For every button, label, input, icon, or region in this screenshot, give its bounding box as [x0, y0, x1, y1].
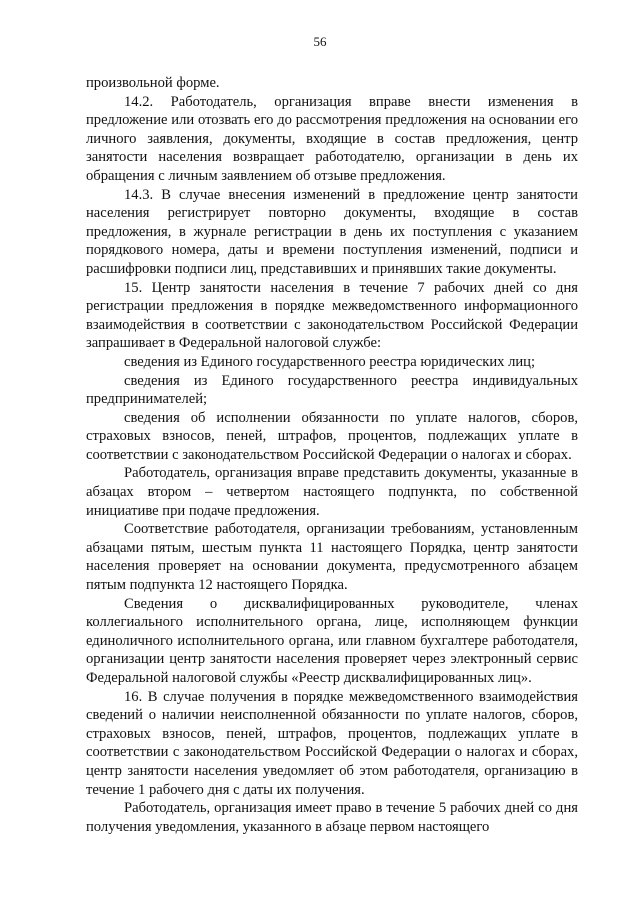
paragraph: Сведения о дисквалифицированных руководителе, членах коллегиального исполнительного органа, лице, исполняющем функции единоличного исполнительного органа, или главном бухгалтере работодателя, организации центр занятости населения проверяет через электронный сервис Федеральной налоговой службы «Реестр дисквалифицированных лиц».	[86, 595, 578, 686]
paragraph: 14.2. Работодатель, организация вправе внести изменения в предложение или отозвать его до рассмотрения предложения на основании его личного заявления, документы, входящие в состав предложения, центр занятости населения возвращает работодателю, организации в день их обращения с личным заявлением об отзыве предложения.	[86, 93, 578, 184]
paragraph: сведения об исполнении обязанности по уплате налогов, сборов, страховых взносов, пеней, штрафов, процентов, подлежащих уплате в соответствии с законодательством Российской Федерации о налогах и сборах.	[86, 409, 578, 463]
paragraph: 15. Центр занятости населения в течение 7 рабочих дней со дня регистрации предложения в порядке межведомственного информационного взаимодействия в соответствии с законодательством Российской Федерации запрашивает в Федеральной налоговой службе:	[86, 279, 578, 352]
paragraph: произвольной форме.	[86, 75, 220, 91]
paragraph: Работодатель, организация имеет право в течение 5 рабочих дней со дня получения уведомления, указанного в абзаце первом настоящего	[86, 800, 578, 835]
paragraph: Соответствие работодателя, организации требованиям, установленным абзацами пятым, шестым пункта 11 настоящего Порядка, центр занятости населения проверяет на основании документа, предусмотренного абзацем пятым подпункта 12 настоящего Порядка.	[86, 521, 578, 594]
paragraph: 16. В случае получения в порядке межведомственного взаимодействия сведений о наличии неисполненной обязанности по уплате налогов, сборов, страховых взносов, пеней, штрафов, процентов, подлежащих уплате в соответствии с законодательством Российской Федерации о налогах и сборах, центр занятости населения уведомляет об этом работодателя, организацию в течение 1 рабочего дня с даты их получения.	[86, 688, 578, 798]
paragraph: 14.3. В случае внесения изменений в предложение центр занятости населения регистрирует повторно документы, входящие в состав предложения, в журнале регистрации в день их поступления с указанием порядкового номера, даты и времени поступления изменений, подписи и расшифровки подписи лиц, представивших и принявших такие документы.	[86, 186, 578, 277]
paragraph: Работодатель, организация вправе представить документы, указанные в абзацах втором – четвертом настоящего подпункта, по собственной инициативе при подаче предложения.	[86, 465, 578, 519]
paragraph: сведения из Единого государственного реестра индивидуальных предпринимателей;	[86, 372, 578, 408]
page-number: 56	[313, 34, 327, 49]
paragraph: сведения из Единого государственного реестра юридических лиц;	[124, 353, 536, 370]
document-body	[86, 74, 578, 836]
